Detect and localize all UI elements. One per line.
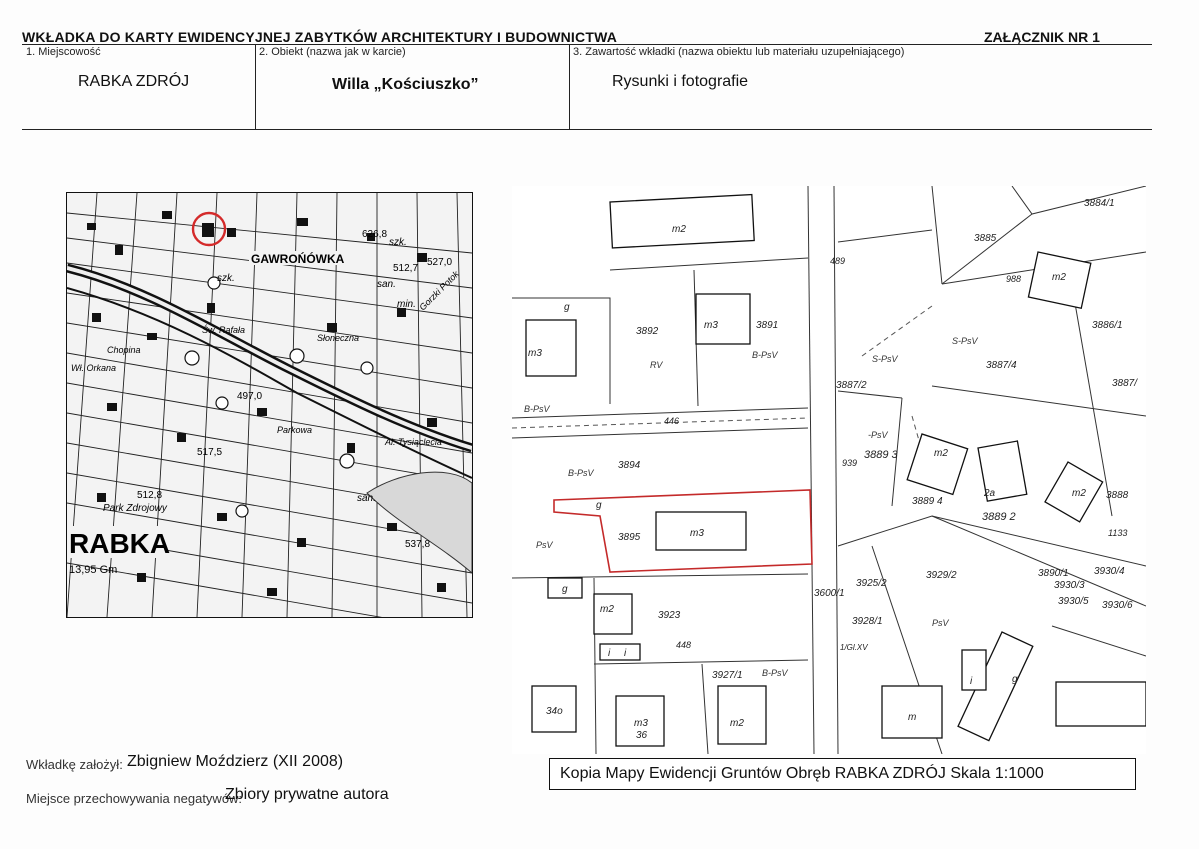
object-value: Willa „Kościuszko” <box>332 76 479 93</box>
land-use-label: B-PsV <box>568 468 594 478</box>
annex-number: ZAŁĄCZNIK NR 1 <box>984 29 1100 45</box>
building-label: m2 <box>730 718 744 729</box>
small-label: g <box>1012 674 1018 685</box>
content-value: Rysunki i fotografie <box>612 73 749 90</box>
land-use-label: S-PsV <box>952 336 978 346</box>
san-label: san. <box>377 279 396 290</box>
small-label: 1/Gl.XV <box>840 643 868 652</box>
building-label: m2 <box>672 224 686 235</box>
district-label: GAWROŃÓWKA <box>251 252 345 266</box>
small-label: i <box>970 676 973 687</box>
parcel-number: 3888 <box>1106 490 1129 501</box>
church-label: Św. Rafała <box>202 325 246 335</box>
small-label: i <box>624 648 627 659</box>
land-use-label: B-PsV <box>762 668 788 678</box>
building-label: m2 <box>1052 272 1066 283</box>
street-label: Gorzki Potok <box>417 268 461 313</box>
header-divider-1 <box>255 44 256 129</box>
street-label: Wł. Orkana <box>71 363 117 373</box>
survey-point: 1133 <box>1108 528 1128 538</box>
small-label: g <box>562 584 568 595</box>
min-label: min. <box>397 299 416 310</box>
cadastral-map <box>512 186 1146 754</box>
street-label: Słoneczna <box>317 333 360 343</box>
san-label: san. <box>357 493 376 504</box>
map-caption: Kopia Mapy Ewidencji Gruntów Obręb RABKA ZDRÓJ Skala 1:1000 <box>549 758 1136 790</box>
building-label: m2 <box>600 604 614 615</box>
elevation-label: 527,0 <box>427 257 453 268</box>
parcel-number: 3930/4 <box>1094 566 1125 577</box>
parcel-number: 3895 <box>618 532 641 543</box>
parcel-number: 3929/2 <box>926 570 957 581</box>
parcel-number: 3886/1 <box>1092 320 1123 331</box>
parcel-number: 3889 3 <box>864 449 898 461</box>
parcel-number: 3889 2 <box>982 511 1016 523</box>
cadastral-map-drawing <box>512 186 1146 754</box>
elevation-label: 512,8 <box>137 490 163 501</box>
parcel-number: 3892 <box>636 326 659 337</box>
header-bottom-rule <box>22 129 1152 130</box>
garage <box>962 650 986 690</box>
survey-point: 988 <box>1006 274 1022 284</box>
town-label: RABKA <box>69 528 171 559</box>
header-top-rule <box>22 44 1152 45</box>
land-use-label: PsV <box>932 618 949 628</box>
founder-label: Wkładkę założył: <box>26 757 123 772</box>
elevation-label: 626,8 <box>362 229 388 240</box>
locality-value: RABKA ZDRÓJ <box>78 73 190 90</box>
land-use-label: B-PsV <box>524 404 550 414</box>
land-use-label: -PsV <box>868 430 888 440</box>
land-use-label: RV <box>650 360 663 370</box>
locality-label: 1. Miejscowość <box>26 46 101 58</box>
storage-value: Zbiory prywatne autora <box>225 786 389 803</box>
building <box>696 294 750 344</box>
building <box>610 195 754 248</box>
land-use-label: PsV <box>536 540 553 550</box>
street-label: Chopina <box>107 345 141 355</box>
parcel-number: 3890/1 <box>1038 568 1069 579</box>
land-use-label: S-PsV <box>872 354 898 364</box>
elevation-label: 537,8 <box>405 539 431 550</box>
small-label: g <box>596 500 602 511</box>
topographic-map-drawing <box>67 193 472 617</box>
survey-point: 446 <box>664 416 680 426</box>
school-label: szk. <box>217 273 235 284</box>
parcel-number: 3930/6 <box>1102 600 1133 611</box>
parcel-number: 3925/2 <box>856 578 887 589</box>
building-label: m2 <box>934 448 948 459</box>
storage-label: Miejsce przechowywania negatywów: <box>26 791 243 806</box>
building <box>718 686 766 744</box>
parcel-number: 3894 <box>618 460 641 471</box>
street-label: Parkowa <box>277 425 313 435</box>
parcel-number: 3930/5 <box>1058 596 1089 607</box>
parcel-number: 3887/4 <box>986 360 1017 371</box>
card-title: WKŁADKA DO KARTY EWIDENCYJNEJ ZABYTKÓW ARCHITEKTURY I BUDOWNICTWA <box>22 29 618 45</box>
parcel-number: 3927/1 <box>712 670 743 681</box>
elevation-label: 517,5 <box>197 447 223 458</box>
founder-value: Zbigniew Moździerz (XII 2008) <box>127 753 344 770</box>
object-label: 2. Obiekt (nazwa jak w karcie) <box>259 46 406 58</box>
elevation-label: 13,95 Gm <box>69 564 118 576</box>
parcel-number: 3891 <box>756 320 779 331</box>
school-label: szk. <box>389 237 407 248</box>
elevation-label: 512,7 <box>393 263 419 274</box>
small-label: g <box>564 302 570 313</box>
building-label: m3 <box>690 528 704 539</box>
land-use-label: B-PsV <box>752 350 778 360</box>
survey-point: 448 <box>676 640 692 650</box>
park-label: Park Zdrojowy <box>103 503 167 514</box>
parcel-number: 3930/3 <box>1054 580 1085 591</box>
content-label: 3. Zawartość wkładki (nazwa obiektu lub materiału uzupełniającego) <box>573 46 905 58</box>
building-label: m2 <box>1072 488 1086 499</box>
header-divider-2 <box>569 44 570 129</box>
shed <box>600 644 640 660</box>
small-label: i <box>608 648 611 659</box>
parcel-number: 3884/1 <box>1084 198 1115 209</box>
parcel-number: 3887/ <box>1112 378 1138 389</box>
parcel-number: 3600/1 <box>814 588 845 599</box>
small-label: 34o <box>546 706 563 717</box>
building-label: 2a <box>984 488 996 499</box>
survey-point: 939 <box>842 458 858 468</box>
building-label: m3 <box>528 348 542 359</box>
parcel-number: 3928/1 <box>852 616 883 627</box>
parcel-number: 3885 <box>974 233 997 244</box>
street-label: Al. Tysiąclecia <box>385 437 442 447</box>
elevation-label: 497,0 <box>237 391 263 402</box>
building-label: m3 <box>634 718 648 729</box>
topographic-map <box>66 192 473 618</box>
parcel-number: 3889 4 <box>912 496 943 507</box>
parcel-number: 3887/2 <box>836 380 867 391</box>
parcel-number: 3923 <box>658 610 681 621</box>
building <box>1056 682 1146 726</box>
building-label: m <box>908 712 917 723</box>
small-label: 36 <box>636 730 648 741</box>
survey-point: 489 <box>830 256 846 266</box>
building-label: m3 <box>704 320 718 331</box>
building <box>907 434 967 494</box>
